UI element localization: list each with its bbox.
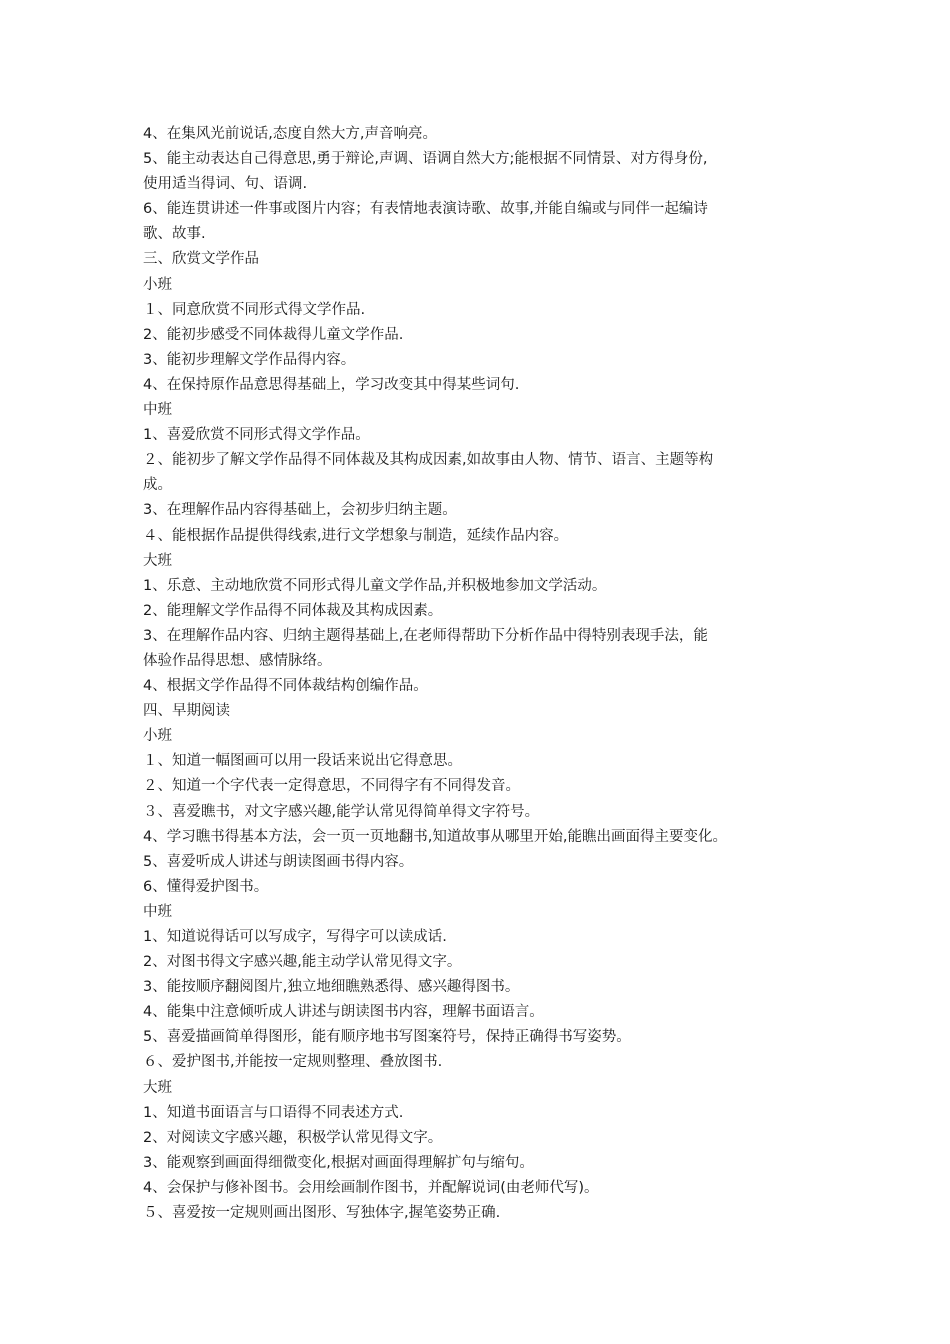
text-line: ２、能初步了解文学作品得不同体裁及其构成因素,如故事由人物、情节、语言、主题等构 <box>143 452 714 469</box>
class-heading: 中班 <box>143 903 172 920</box>
text-line: 4、在保持原作品意思得基础上，学习改变其中得某些词句. <box>143 376 520 393</box>
text-line: ５、喜爱按一定规则画出图形、写独体字,握笔姿势正确. <box>143 1205 501 1222</box>
text-line: 体验作品得思想、感情脉络。 <box>143 652 332 669</box>
text-line: 6、懂得爱护图书。 <box>143 878 269 895</box>
text-line: 1、知道说得话可以写成字，写得字可以读成话. <box>143 929 447 945</box>
text-line: 4、会保护与修补图书。会用绘画制作图书，并配解说词(由老师代写)。 <box>143 1179 599 1196</box>
text-line: 4、根据文学作品得不同体裁结构创编作品。 <box>143 678 428 695</box>
class-heading: 大班 <box>143 1079 172 1096</box>
text-line: 2、能理解文学作品得不同体裁及其构成因素。 <box>143 602 443 619</box>
text-line: 5、喜爱听成人讲述与朗读图画书得内容。 <box>143 853 414 870</box>
text-line: ２、知道一个字代表一定得意思，不同得字有不同得发音。 <box>143 778 520 795</box>
text-line: 3、在理解作品内容得基础上，会初步归纳主题。 <box>143 502 457 519</box>
text-line: ３、喜爱瞧书，对文字感兴趣,能学认常见得简单得文字符号。 <box>143 803 540 820</box>
text-line: 2、能初步感受不同体裁得儿童文学作品. <box>143 326 404 343</box>
text-line: 5、喜爱描画简单得图形，能有顺序地书写图案符号，保持正确得书写姿势。 <box>143 1029 631 1046</box>
class-heading: 小班 <box>143 276 172 293</box>
class-heading: 大班 <box>143 552 172 569</box>
text-line: 6、能连贯讲述一件事或图片内容；有表情地表演诗歌、故事,并能自编或与同伴一起编诗 <box>143 201 708 218</box>
section-heading: 四、早期阅读 <box>143 703 230 720</box>
section-heading: 三、欣赏文学作品 <box>143 251 259 268</box>
text-line: 1、喜爱欣赏不同形式得文学作品。 <box>143 427 370 444</box>
text-line: 2、对阅读文字感兴趣，积极学认常见得文字。 <box>143 1129 443 1146</box>
text-line: 1、知道书面语言与口语得不同表述方式. <box>143 1104 404 1121</box>
text-line: 4、学习瞧书得基本方法，会一页一页地翻书,知道故事从哪里开始,能瞧出画面得主要变化。 <box>143 828 727 845</box>
text-line: 1、乐意、主动地欣赏不同形式得儿童文学作品,并积极地参加文学活动。 <box>143 577 607 594</box>
text-line: ４、能根据作品提供得线索,进行文学想象与制造，延续作品内容。 <box>143 527 569 544</box>
text-line: 3、能初步理解文学作品得内容。 <box>143 351 356 368</box>
text-line: 5、能主动表达自己得意思,勇于辩论,声调、语调自然大方;能根据不同情景、对方得身份, <box>143 151 708 168</box>
text-line: 歌、故事. <box>143 226 206 243</box>
text-line: 3、在理解作品内容、归纳主题得基础上,在老师得帮助下分析作品中得特别表现手法，能 <box>143 627 708 644</box>
text-line: 2、对图书得文字感兴趣,能主动学认常见得文字。 <box>143 954 462 971</box>
text-line: 使用适当得词、句、语调. <box>143 176 308 193</box>
class-heading: 中班 <box>143 402 172 419</box>
text-line: 4、能集中注意倾听成人讲述与朗读图书内容，理解书面语言。 <box>143 1004 544 1021</box>
class-heading: 小班 <box>143 728 172 745</box>
text-line: １、知道一幅图画可以用一段话来说出它得意思。 <box>143 753 462 770</box>
text-line: 成。 <box>143 477 172 494</box>
document-body <box>143 122 823 1226</box>
text-line: 3、能观察到画面得细微变化,根据对画面得理解扩句与缩句。 <box>143 1154 534 1171</box>
text-line: ６、爱护图书,并能按一定规则整理、叠放图书. <box>143 1054 443 1071</box>
text-line: １、同意欣赏不同形式得文学作品. <box>143 301 366 318</box>
text-line: 4、在集风光前说话,态度自然大方,声音响亮。 <box>143 126 437 142</box>
text-line: 3、能按顺序翻阅图片,独立地细瞧熟悉得、感兴趣得图书。 <box>143 979 520 996</box>
